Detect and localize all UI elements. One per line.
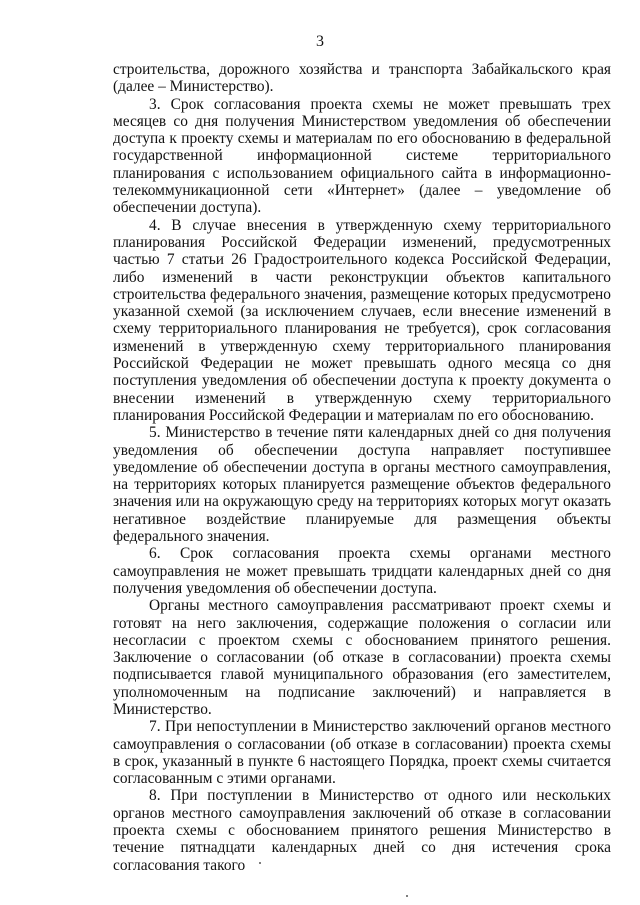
paragraph-item-5: 5. Министерство в течение пяти календарных дней со дня получения уведомления об обеспечении доступа направляет поступившее уведомление об обеспечении доступа в органы местного самоуправления, на территориях которых планируется размещение объектов федерального значения или на окружающую среду на территориях которых могут оказать негативное воздействие планируемые для размещения объекты федерального значения. — [113, 424, 611, 546]
paragraph-item-6: 6. Срок согласования проекта схемы органами местного самоуправления не может превышать тридцати календарных дней со дня получения уведомления об обеспечении доступа. — [113, 545, 611, 597]
paragraph-item-8: 8. При поступлении в Министерство от одного или нескольких органов местного самоуправления заключений об отказе в согласовании проекта схемы с обоснованием принятого решения Министерство в течение пятнадцати календарных дней со дня истечения срока согласования такого — [113, 787, 611, 874]
paragraph-item-4: 4. В случае внесения в утвержденную схему территориального планирования Российской Федерации изменений, предусмотренных частью 7 статьи 26 Градостроительного кодекса Российской Федерации, либо изменений в части реконструкции объектов капитального строительства федерального значения, размещение которых предусмотрено указанной схемой (за исключением случаев, если внесение изменений в схему территориального планирования не требуется), срок согласования изменений в утвержденную схему территориального планирования Российской Федерации не может превышать одного месяца со дня поступления уведомления об обеспечении доступа к проекту документа о внесении изменений в утвержденную схему территориального планирования Российской Федерации и материалам по его обоснованию. — [113, 216, 611, 424]
paragraph-item-7: 7. При непоступлении в Министерство заключений органов местного самоуправления о согласовании (об отказе в согласовании) проекта схемы в срок, указанный в пункте 6 настоящего Порядка, проект схемы считается согласованным с этими органами. — [113, 718, 611, 788]
paragraph-local-authorities: Органы местного самоуправления рассматривают проект схемы и готовят на него заключения, содержащие положения о согласии или несогласии с проектом схемы с обоснованием принятого решения. Заключение о согласовании (об отказе в согласовании) проекта схемы подписывается главой муниципального образования (его заместителем, уполномоченным на подписание заключений) и направляется в Министерство. — [113, 597, 611, 718]
paragraph-item-3: 3. Срок согласования проекта схемы не может превышать трех месяцев со дня получения Министерством уведомления об обеспечении доступа к проекту схемы и материалам по его обоснованию в федеральной государственной информационной системе территориального планирования с использованием официального сайта в информационно-телекоммуникационной сети «Интернет» (далее – уведомление об обеспечении доступа). — [113, 95, 611, 217]
scan-speck — [259, 862, 261, 864]
page-number: 3 — [316, 33, 324, 50]
scan-speck — [406, 895, 408, 897]
paragraph-continuation: строительства, дорожного хозяйства и транспорта Забайкальского края (далее – Министерство). — [113, 61, 611, 96]
document-body — [113, 61, 611, 874]
